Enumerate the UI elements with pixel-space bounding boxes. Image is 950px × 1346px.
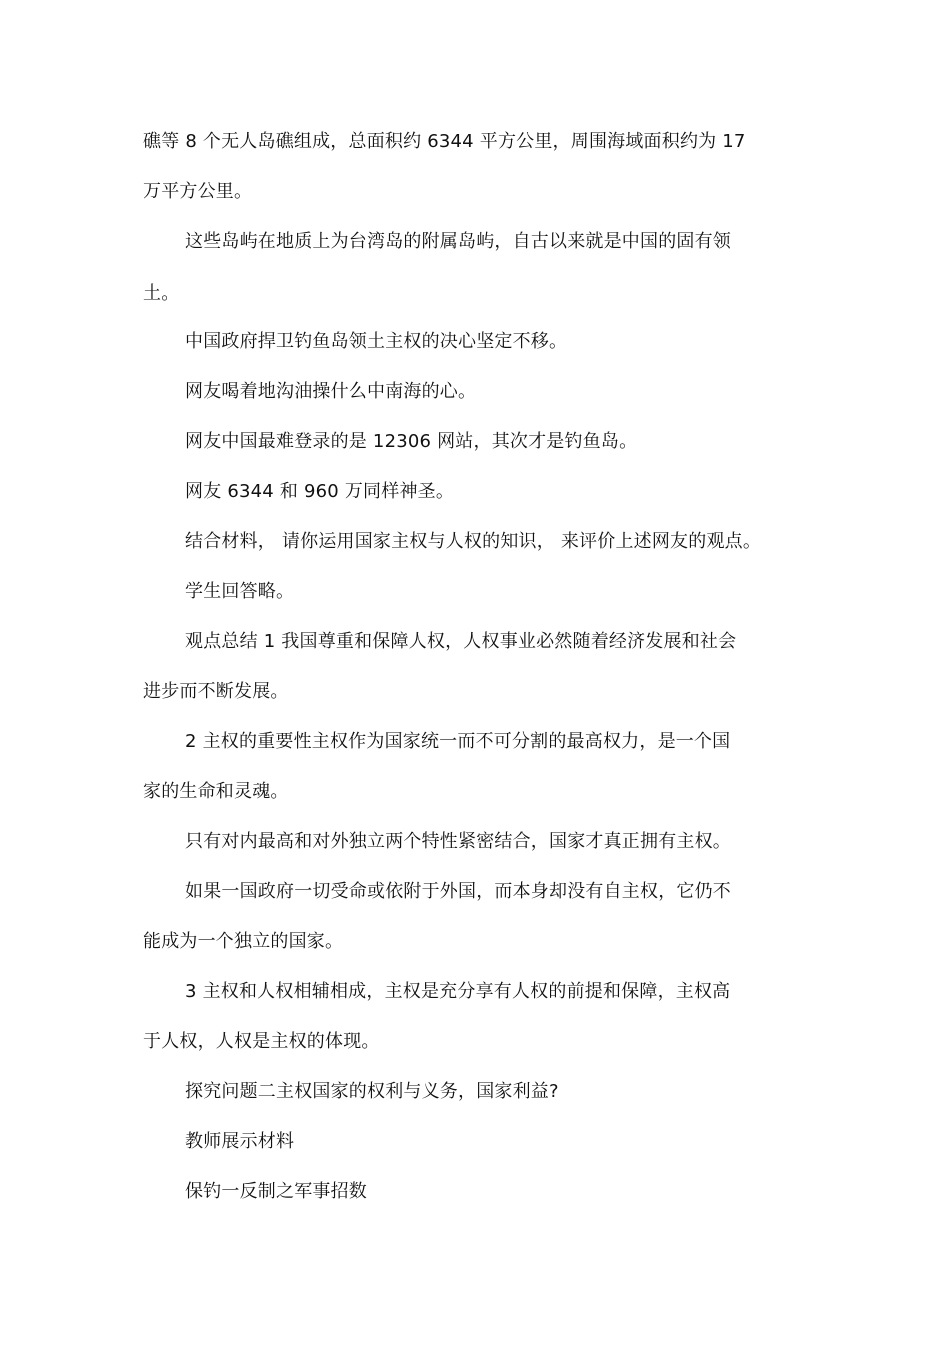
text-line: 观点总结 1 我国尊重和保障人权，人权事业必然随着经济发展和社会 [185,631,737,652]
text-line: 于人权，人权是主权的体现。 [143,1031,380,1052]
text-line: 网友喝着地沟油操什么中南海的心。 [185,381,477,402]
text-line: 保钓一反制之军事招数 [185,1181,367,1202]
text-line: 土。 [143,283,180,304]
text-line: 学生回答略。 [185,581,295,602]
text-line: 家的生命和灵魂。 [143,781,289,802]
text-line: 网友中国最难登录的是 12306 网站，其次才是钓鱼岛。 [185,431,638,452]
text-line: 礁等 8 个无人岛礁组成，总面积约 6344 平方公里，周围海域面积约为 17 [143,131,746,152]
text-line: 2 主权的重要性主权作为国家统一而不可分割的最高权力，是一个国 [185,731,731,752]
text-line: 能成为一个独立的国家。 [143,931,344,952]
text-line: 网友 6344 和 960 万同样神圣。 [185,481,455,502]
text-line: 如果一国政府一切受命或依附于外国，而本身却没有自主权，它仍不 [185,881,731,902]
text-line: 结合材料， 请你运用国家主权与人权的知识， 来评价上述网友的观点。 [185,531,762,552]
text-line: 3 主权和人权相辅相成，主权是充分享有人权的前提和保障，主权高 [185,981,731,1002]
text-line: 万平方公里。 [143,181,253,202]
text-line: 探究问题二主权国家的权利与义务，国家利益? [185,1081,559,1102]
text-line: 中国政府捍卫钓鱼岛领土主权的决心坚定不移。 [185,331,568,352]
text-line: 教师展示材料 [185,1131,295,1152]
text-line: 这些岛屿在地质上为台湾岛的附属岛屿，自古以来就是中国的固有领 [185,231,731,252]
text-line: 进步而不断发展。 [143,681,289,702]
text-line: 只有对内最高和对外独立两个特性紧密结合，国家才真正拥有主权。 [185,831,731,852]
